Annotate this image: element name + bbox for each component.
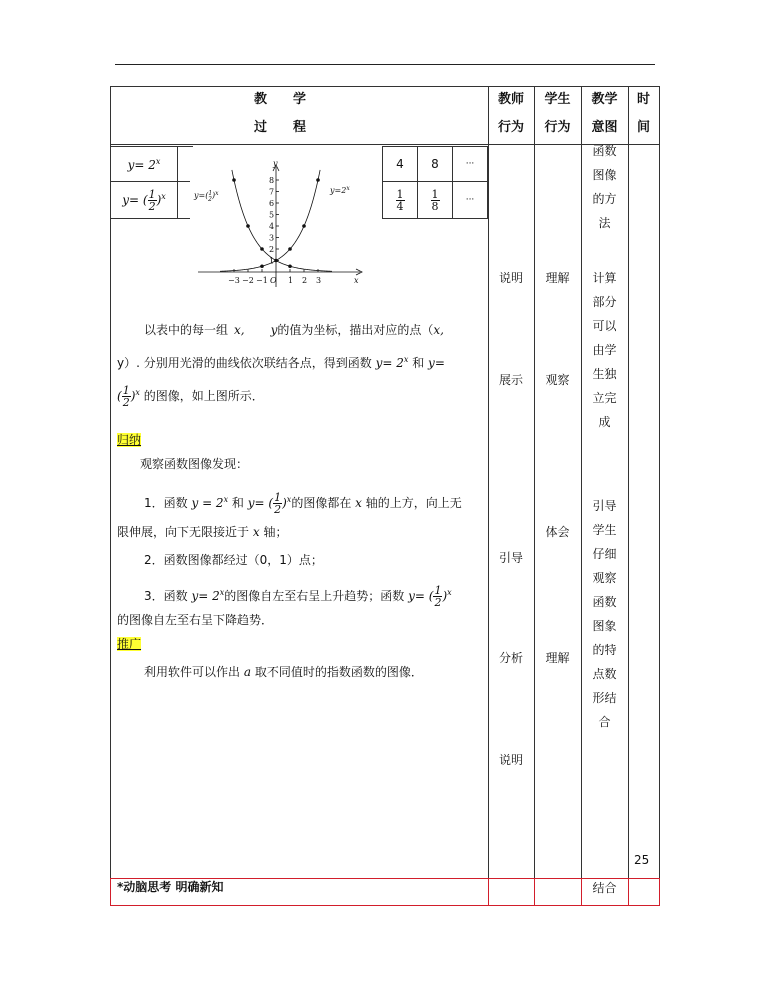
item-3-line1: 3．函数 $y= 2^x$的图像自左至右呈上升趋势；函数 y= ( $\frac{1}{2}$ )$^x$ xyxy=(144,584,452,609)
exponential-graph xyxy=(190,155,380,295)
section-induction: 归纳 xyxy=(117,433,142,447)
graph-point xyxy=(288,264,292,268)
table-divider-2 xyxy=(534,86,535,881)
y-tick-label: 7 xyxy=(269,187,275,197)
extension-text: 利用软件可以作出 a 取不同值时的指数函数的图像． xyxy=(144,665,423,679)
red-rule-d4 xyxy=(628,878,629,906)
observation-intro: 观察函数图像发现： xyxy=(140,457,249,471)
student-action-3: 体会 xyxy=(545,525,570,539)
paragraph-1-line2: y）. 分别用光滑的曲线依次联结各点，得到函数 $y= 2^x$ 和 y= xyxy=(117,355,445,370)
top-rule xyxy=(115,64,655,65)
item-2: 2．函数图像都经过（0，1）点； xyxy=(144,553,323,567)
intent-block-c: 引导 学生 仔细 观察 函数 图象 的特 点数 形结 合 xyxy=(592,499,617,729)
item-3-line2: 的图像自左至右呈下降趋势． xyxy=(117,613,274,627)
x-tick-label: 2 xyxy=(302,276,308,285)
graph-point xyxy=(260,264,264,268)
intent-block-d: 结合 xyxy=(592,881,617,895)
red-rule-d2 xyxy=(534,878,535,906)
origin-label: O xyxy=(270,276,277,285)
paragraph-1-line3: ( $\frac{1}{2}$ )$^x$ 的图像，如上图所示． xyxy=(117,384,264,409)
y-tick-label: 6 xyxy=(269,199,275,208)
table-border-top xyxy=(110,86,660,87)
header-teacher-1: 教师 xyxy=(497,92,524,107)
page-number: 25 xyxy=(634,853,650,867)
table-row1-v1: 4 xyxy=(382,146,418,182)
header-student-1: 学生 xyxy=(544,92,571,107)
item-1-line1: 1．函数 $y = 2^x$ 和 y= ( $\frac{1}{2}$ )$^x$的图像都在 x 轴的上方，向上无 xyxy=(144,491,462,516)
header-teacher-2: 行为 xyxy=(497,120,524,135)
table-row1-v2: 8 xyxy=(417,146,453,182)
red-rule-d1 xyxy=(488,878,489,906)
x-axis-label: x xyxy=(354,276,359,285)
item-1-line2: 限伸展，向下无限接近于 x 轴； xyxy=(117,525,288,539)
header-process-line1: 教 学 xyxy=(253,92,306,107)
x-tick-label: −3 xyxy=(228,276,240,285)
header-intent-1: 教学 xyxy=(591,92,618,107)
graph-point xyxy=(232,178,236,182)
teacher-action-3: 引导 xyxy=(498,551,523,565)
header-process-line2: 过 程 xyxy=(253,120,306,135)
table-border-right xyxy=(659,86,660,881)
table-row1-more: ··· xyxy=(452,146,488,182)
x-tick-label: −1 xyxy=(256,276,268,285)
y-tick-label: 1 xyxy=(269,256,275,266)
student-action-2: 观察 xyxy=(545,373,570,387)
header-bottom-rule xyxy=(110,144,660,145)
graph-point xyxy=(302,224,306,228)
teacher-action-4: 分析 xyxy=(498,651,523,665)
y-tick-label: 8 xyxy=(269,176,275,185)
red-rule-left xyxy=(110,878,111,906)
graph-point xyxy=(316,178,320,182)
header-time-2: 间 xyxy=(636,120,650,135)
x-tick-label: 3 xyxy=(316,276,322,285)
y-tick-label: 2 xyxy=(269,245,275,254)
table-row2-v2: $\frac{1}{8}$ xyxy=(417,181,453,219)
section-extension: 推广 xyxy=(117,637,142,651)
graph-point xyxy=(246,224,250,228)
teacher-action-5: 说明 xyxy=(498,753,523,767)
x-tick-label: 1 xyxy=(288,276,294,285)
red-rule-bottom xyxy=(110,905,660,906)
x-tick-label: −2 xyxy=(242,276,254,285)
intent-block-b: 计算 部分 可以 由学 生独 立完 成 xyxy=(592,271,617,429)
teacher-action-2: 展示 xyxy=(498,373,523,387)
curve1-label: $y=2^x$ xyxy=(330,185,350,195)
header-time-1: 时 xyxy=(636,92,650,107)
graph-point xyxy=(260,247,264,251)
table-row2-v1: $\frac{1}{4}$ xyxy=(382,181,418,219)
y-tick-label: 5 xyxy=(269,210,275,220)
red-rule-right xyxy=(659,878,660,906)
student-action-1: 理解 xyxy=(545,271,570,285)
table-row1-label: $y= 2^x$ xyxy=(110,146,178,182)
table-row2-label: y= ( $\frac{1}{2}$ )$^x$ xyxy=(110,181,178,219)
student-action-4: 理解 xyxy=(545,651,570,665)
teacher-action-1: 说明 xyxy=(498,271,523,285)
table-divider-4 xyxy=(628,86,629,881)
y-axis-label: y xyxy=(273,159,278,168)
header-intent-2: 意图 xyxy=(591,120,618,135)
header-student-2: 行为 xyxy=(544,120,571,135)
next-section-title: *动脑思考 明确新知 xyxy=(117,880,224,894)
graph-point xyxy=(274,259,278,263)
y-tick-label: 3 xyxy=(269,233,275,243)
paragraph-1-line1: 以表中的每一组 x, y的值为坐标，描出对应的点（x, xyxy=(144,323,444,337)
intent-block-a: 函数 图像 的方 法 xyxy=(592,144,617,230)
table-row2-more: ··· xyxy=(452,181,488,219)
graph-point xyxy=(288,247,292,251)
y-tick-label: 4 xyxy=(269,222,275,231)
curve2-label: y=($^1$ 2)$^x$ xyxy=(194,190,219,203)
